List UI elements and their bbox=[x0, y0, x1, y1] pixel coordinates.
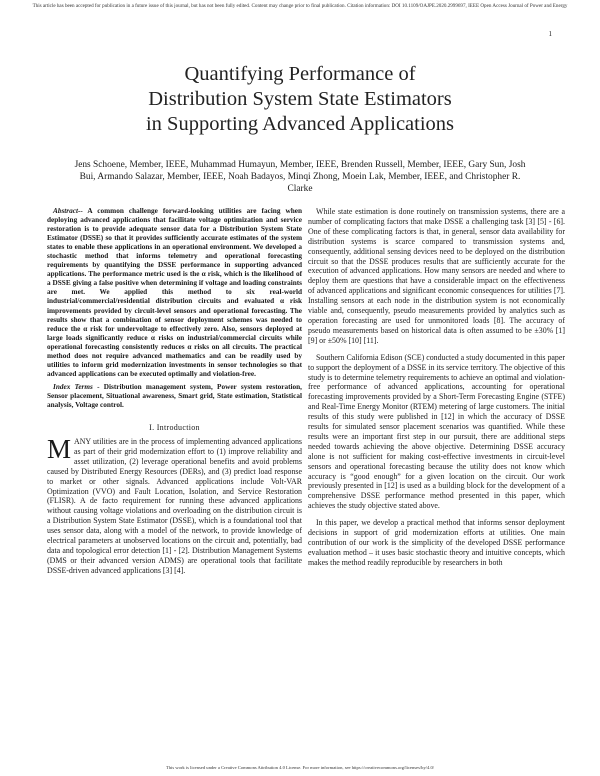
title-line-2: Distribution System State Estimators bbox=[148, 88, 452, 110]
section-heading-introduction: I. Introduction bbox=[149, 423, 200, 433]
body-paragraph-2: Southern California Edison (SCE) conducted a study documented in this paper to support the deployment of a DSSE in its service territory. The objective of this study is to determine telemetry requirements to achieve an optimal and violation-free performance of advanced applications, accounting for operational forecasting improvements provided by a Short-Term Forecasting Engine (STFE) and Real-Time Energy Monitor (RTEM) metering of large customers. The initial results of this study were published in [12] in which the accuracy of DSSE results for simulated sensor placement scenarios was quantified. While these results were an important first step in our pursuit, there are additional steps needed towards achieving the above objective. Determining DSSE accuracy alone is not sufficient for making cost-effective investments in circuit-level sensors and operational forecasting because the utility does not know which accuracy is “good enough” for a given location on the circuit. Our work previously presented in [12] is used as a building block for the development of a comprehensive DSSE performance method presented in this paper, which achieves the study objective stated above. bbox=[308, 352, 565, 511]
abstract bbox=[47, 207, 302, 379]
journal-notice: This article has been accepted for publication in a future issue of this journal, but has not been fully edited. Content may change prior to final publication. Citation information: DOI 10.1109/OAJPE.2020.2999697, IEEE Open Access Journal of Power and Energy bbox=[32, 3, 568, 9]
author-list: Jens Schoene, Member, IEEE, Muhammad Humayun, Member, IEEE, Brenden Russell, Member, IEEE, Gary Sun, Josh Bui, Armando Salazar, Member, IEEE, Noah Badayos, Minqi Zhong, Moein Lak, Member, IEEE, and Christopher R. Clarke bbox=[74, 160, 526, 195]
title-line-3: in Supporting Advanced Applications bbox=[145, 113, 455, 135]
introduction-paragraph bbox=[47, 434, 302, 576]
body-paragraph-3: In this paper, we develop a practical method that informs sensor deployment decisions in support of grid modernization efforts at utilities. One main contribution of our work is the simplicity of the developed DSSE performance evaluation method – it uses basic stochastic theory and intuitive concepts, which makes the method readily reproducible by researchers in both bbox=[308, 518, 565, 567]
index-terms bbox=[47, 383, 302, 410]
index-terms-label: Index Terms bbox=[53, 382, 93, 391]
paper-title bbox=[0, 62, 600, 137]
introduction-text: ANY utilities are in the process of implementing advanced applications as part of their grid modernization effort to (1) improve reliability and asset utilization, (2) leverage operational benefits and avoid problems caused by Distributed Energy Resources (DERs), and (3) predict load response to market or other signals. Advanced applications include Volt-VAR Optimization (VVO) and Fault Location, Isolation, and Service Restoration (FLISR). A de facto requirement for running these advanced applications without causing voltage violations and overloading on the distribution circuit is a Distribution System State Estimator (DSSE), which is a foundational tool that uses sensor data, along with a model of the network, to provide knowledge of electrical parameters at unobserved locations on the circuit and, potentially, bad data and topological error detection [1] - [2]. Distribution Management Systems (DMS or their advanced version ADMS) are operational tools that facilitate DSSE-driven advanced applications [3] [4]. bbox=[47, 437, 302, 575]
index-terms-text: - Distribution management system, Power system restoration, Sensor placement, Situational awareness, Smart grid, State estimation, Statistical analysis, Voltage control. bbox=[47, 382, 302, 409]
license-footer: This work is licensed under a Creative Commons Attribution 4.0 License. For more information, see https://creativecommons.org/licenses/by/4.0/ bbox=[165, 765, 435, 770]
body-paragraph-1: While state estimation is done routinely on transmission systems, there are a number of complicating factors that make DSSE a challenging task [3] [5] - [6]. One of these complicating factors is that, in general, sensor data availability for distribution systems is scarce compared to transmission systems and, consequently, additional sensing devices need to be deployed on the distribution circuit so that the DSSE produces results that are sufficiently accurate for the execution of advanced applications. How many sensors are needed and where to deploy them are questions that have a considerable impact on the effectiveness of advanced applications and significant economic consequences for utilities [7]. Installing sensors at each node in the distribution system is not economically viable and, consequently, pseudo measurements provided by analytics such as operation forecasting are used for unmonitored loads [8]. The accuracy of pseudo measurements based on historical data is often assumed to be ±30% [1] [9] or ±50% [10] [11]. bbox=[308, 207, 565, 345]
abstract-label: Abstract-- bbox=[53, 207, 83, 215]
right-column bbox=[308, 207, 565, 568]
left-column bbox=[47, 207, 302, 576]
title-line-1: Quantifying Performance of bbox=[184, 63, 416, 85]
abstract-text: A common challenge forward-looking utilities are facing when deploying advanced applications that facilitate voltage optimization and service restoration is to provide adequate sensor data for a Distribution System State Estimator (DSSE) so that it provides sufficiently accurate estimates of the system states to enable these applications in an operational environment. We developed a stochastic method that informs telemetry and operational forecasting requirements by quantifying the DSSE performance in supporting advanced applications. The performance metric used is the α risk, which is the likelihood of a DSSE giving a false positive when determining if voltage and loading constraints are met. We applied this method to six real-world industrial/commercial/residential distribution circuits and evaluated α risk improvements provided by circuit-level sensors and operational forecasting. The results show that a combination of sensor deployment schemes was needed to reduce the α risk for undervoltage to effectively zero. Also, sensors deployed at large loads significantly reduce α risks on industrial/commercial circuits while operational forecasting consistently reduces α risks on all circuits. The practical method does not require advanced mathematics and can be readily used by utilities to inform grid modernization investments in sensor technologies so that advanced applications can be executed optimally and violation-free. bbox=[47, 207, 302, 378]
page-number: 1 bbox=[548, 30, 552, 38]
drop-cap: M bbox=[47, 434, 72, 465]
